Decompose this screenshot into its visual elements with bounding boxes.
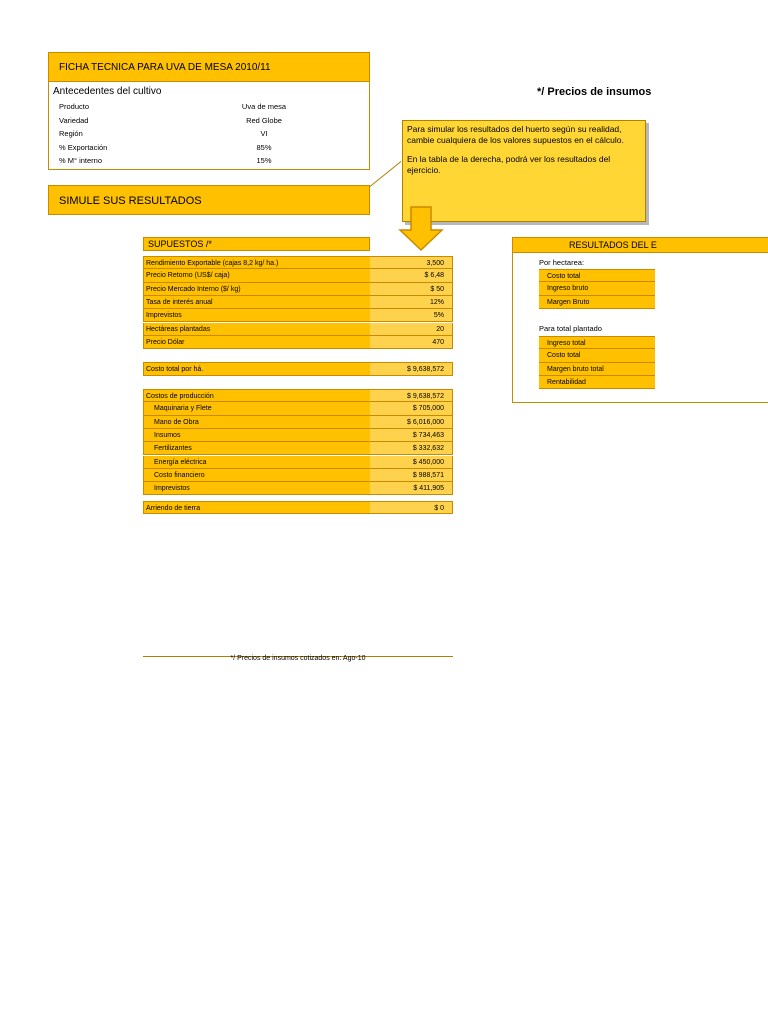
costo-detalle-value: $ 734,463 xyxy=(370,429,452,441)
ficha-row-value[interactable]: VI xyxy=(260,129,268,138)
simule-header: SIMULE SUS RESULTADOS xyxy=(48,185,370,215)
costo-detalle-label: Insumos xyxy=(154,431,181,439)
ficha-row-label: Región xyxy=(59,129,83,138)
ficha-row-label: % M° interno xyxy=(59,156,103,165)
ficha-row-value[interactable]: Red Globe xyxy=(246,115,282,125)
supuesto-label: Imprevistos xyxy=(146,312,182,320)
ficha-row-exportacion xyxy=(59,141,359,154)
arriendo-label: Arriendo de tierra xyxy=(146,505,201,512)
ficha-row-label: Producto xyxy=(59,102,90,111)
supuesto-row xyxy=(143,309,453,322)
resultados-header: RESULTADOS DEL E xyxy=(512,237,768,253)
callout-pointer-line xyxy=(370,161,402,187)
costo-detalle-row xyxy=(143,429,453,442)
supuesto-input[interactable]: $ 6,48 xyxy=(370,269,452,281)
costo-detalle-label: Maquinaria y Flete xyxy=(154,405,212,413)
costo-detalle-value: $ 705,000 xyxy=(370,402,452,414)
costo-total-row xyxy=(143,362,453,376)
resultado-row: Costo total xyxy=(539,349,655,362)
costo-detalle-value: $ 6,016,000 xyxy=(370,416,452,428)
supuesto-row xyxy=(143,296,453,309)
ficha-title: FICHA TECNICA PARA UVA DE MESA 2010/11 xyxy=(48,52,370,82)
arrow-down-icon xyxy=(398,206,444,252)
supuesto-input[interactable]: 5% xyxy=(370,309,452,321)
ficha-row-interno xyxy=(59,154,359,167)
ficha-row-value[interactable]: 85% xyxy=(256,142,272,152)
callout-text: Para simular los resultados del huerto según su realidad, cambie cualquiera de los valores supuestos en el cálculo. xyxy=(407,124,624,145)
supuesto-label: Precio Mercado Interno ($/ kg) xyxy=(146,285,241,293)
supuesto-label: Hectáreas plantadas xyxy=(146,325,211,333)
supuesto-input[interactable]: 3,500 xyxy=(370,257,452,268)
ficha-row-producto xyxy=(59,100,359,113)
costo-detalle-value: $ 988,571 xyxy=(370,469,452,481)
supuesto-input[interactable]: $ 50 xyxy=(370,283,452,295)
supuesto-row xyxy=(143,323,453,336)
precios-heading: */ Precios de insumos xyxy=(537,86,652,98)
supuesto-row xyxy=(143,336,453,349)
supuesto-label: Precio Retorno (US$/ caja) xyxy=(146,272,230,280)
costo-detalle-label: Imprevistos xyxy=(154,485,190,493)
supuesto-row xyxy=(143,269,453,282)
total-plantado-label: Para total plantado xyxy=(539,324,602,333)
costos-produccion-value: $ 9,638,572 xyxy=(370,390,452,401)
supuesto-label: Rendimiento Exportable (cajas 8,2 kg/ ha.) xyxy=(146,260,279,267)
resultado-row: Margen Bruto xyxy=(539,296,655,309)
ficha-subtitle: Antecedentes del cultivo xyxy=(53,86,162,97)
resultado-row: Ingreso total xyxy=(539,336,655,349)
costo-detalle-row xyxy=(143,402,453,415)
costo-detalle-label: Mano de Obra xyxy=(154,418,199,426)
supuesto-input[interactable]: 470 xyxy=(370,336,452,348)
costo-detalle-value: $ 450,000 xyxy=(370,456,452,468)
ficha-row-label: % Exportación xyxy=(59,142,108,152)
costo-detalle-row xyxy=(143,416,453,429)
ficha-antecedentes-box xyxy=(48,82,370,170)
supuesto-input[interactable]: 20 xyxy=(370,323,452,335)
costos-produccion-row xyxy=(143,389,453,402)
costo-detalle-row xyxy=(143,469,453,482)
supuesto-row xyxy=(143,256,453,269)
costo-total-label: Costo total por há. xyxy=(146,366,204,373)
arriendo-input[interactable]: $ 0 xyxy=(370,502,452,513)
resultado-row: Margen bruto total xyxy=(539,363,655,376)
por-hectarea-label: Por hectarea: xyxy=(539,258,585,267)
supuesto-row xyxy=(143,283,453,296)
supuesto-label: Tasa de interés anual xyxy=(146,298,213,306)
ficha-row-region xyxy=(59,127,359,140)
costos-produccion-label: Costos de producción xyxy=(146,393,214,400)
ficha-row-variedad xyxy=(59,114,359,127)
ficha-row-label: Variedad xyxy=(59,115,89,125)
supuesto-label: Precio Dólar xyxy=(146,338,185,346)
costo-detalle-row xyxy=(143,442,453,455)
costo-detalle-label: Energía eléctrica xyxy=(154,458,207,466)
costo-total-value: $ 9,638,572 xyxy=(370,363,452,375)
resultado-row: Ingreso bruto xyxy=(539,282,655,295)
costo-detalle-label: Fertilizantes xyxy=(154,445,192,453)
costo-detalle-row xyxy=(143,456,453,469)
supuestos-header: SUPUESTOS /* xyxy=(143,237,370,251)
callout-text: En la tabla de la derecha, podrá ver los resultados del ejercicio. xyxy=(407,154,611,175)
footnote: */ Precios de insumos cotizados en: Ago-10 xyxy=(230,655,366,662)
costo-detalle-row xyxy=(143,482,453,495)
costo-detalle-label: Costo financiero xyxy=(154,471,205,479)
ficha-row-value[interactable]: Uva de mesa xyxy=(241,102,287,111)
supuesto-input[interactable]: 12% xyxy=(370,296,452,308)
arriendo-row xyxy=(143,501,453,514)
ficha-row-value[interactable]: 15% xyxy=(256,156,272,165)
costo-detalle-value: $ 332,632 xyxy=(370,442,452,454)
resultado-row: Costo total xyxy=(539,269,655,282)
resultado-row: Rentabilidad xyxy=(539,376,655,389)
costo-detalle-value: $ 411,905 xyxy=(370,482,452,494)
